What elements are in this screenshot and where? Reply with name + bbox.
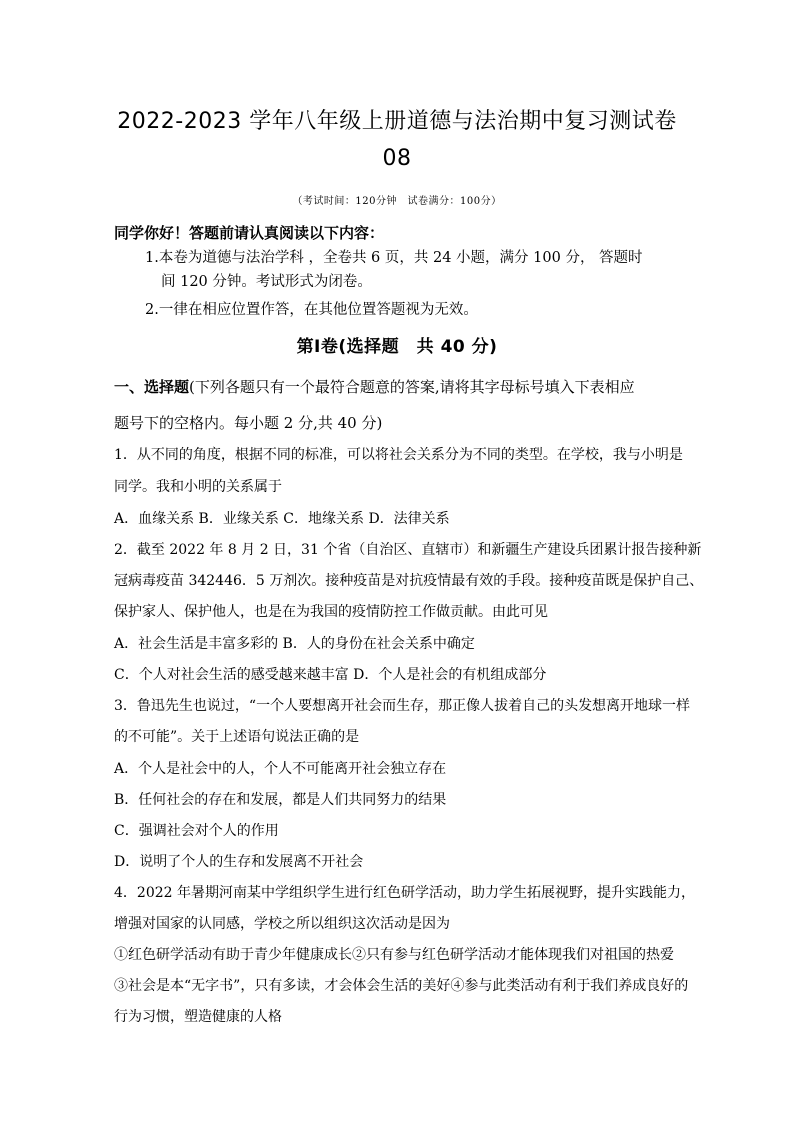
question-3-text-1: 3．鲁迅先生也说过，“一个人要想离开社会而生存，那正像人拔着自己的头发想离开地球一样 xyxy=(114,698,691,714)
notice-heading: 同学你好！答题前请认真阅读以下内容： xyxy=(114,224,385,242)
notice-item-1-line2: 间 120 分钟。考试形式为闭卷。 xyxy=(161,274,372,290)
part-label: 一、选择题 xyxy=(114,378,190,396)
question-2-text-2: 冠病毒疫苗 342446．5 万剂次。接种疫苗是对抗疫情最有效的手段。接种疫苗既是保护自己、 xyxy=(114,573,704,589)
section-title: 第Ⅰ卷(选择题 共 40 分) xyxy=(296,337,498,357)
instruction-part-b: 题号下的空格内。每小题 2 分,共 40 分) xyxy=(114,414,383,432)
question-4-statements-2: ③社会是本“无字书”，只有多读，才会体会生活的美好④参与此类活动有利于我们养成良好的 xyxy=(114,978,689,994)
question-2-options-ab: A．社会生活是丰富多彩的 B．人的身份在社会关系中确定 xyxy=(114,636,475,652)
question-3-option-a: A．个人是社会中的人，个人不可能离开社会独立存在 xyxy=(114,761,447,777)
question-1-text-2: 同学。我和小明的关系属于 xyxy=(114,479,282,495)
question-4-statements-1: ①红色研学活动有助于青少年健康成长②只有参与红色研学活动才能体现我们对祖国的热爱 xyxy=(114,947,674,963)
exam-title: 2022-2023 学年八年级上册道德与法治期中复习测试卷 xyxy=(117,109,677,134)
question-1-text-1: 1．从不同的角度，根据不同的标准，可以将社会关系分为不同的类型。在学校，我与小明是 xyxy=(114,447,683,463)
exam-info: （考试时间：120分钟 试卷满分：100分） xyxy=(292,196,502,207)
question-3-option-c: C．强调社会对个人的作用 xyxy=(114,823,279,839)
section-instruction xyxy=(114,376,694,397)
question-4-text-2: 增强对国家的认同感，学校之所以组织这次活动是因为 xyxy=(114,916,450,932)
question-2-text-3: 保护家人、保护他人，也是在为我国的疫情防控工作做贡献。由此可见 xyxy=(114,604,548,620)
instruction-part-a: (下列各题只有一个最符合题意的答案,请将其字母标号填入下表相应 xyxy=(189,378,635,396)
question-2-options-cd: C．个人对社会生活的感受越来越丰富 D．个人是社会的有机组成部分 xyxy=(114,667,547,683)
notice-item-2: 2.一律在相应位置作答，在其他位置答题视为无效。 xyxy=(145,302,478,318)
question-3-text-2: 的不可能”。关于上述语句说法正确的是 xyxy=(114,729,360,745)
question-3-option-d: D．说明了个人的生存和发展离不开社会 xyxy=(114,854,364,870)
notice-item-1-line1: 1.本卷为道德与法治学科 ，全卷共 6 页，共 24 小题，满分 100 分， 答题时 xyxy=(145,250,643,266)
question-2-text-1: 2．截至 2022 年 8 月 2 日，31 个省（自治区、直辖市）和新疆生产建设兵团累计报告接种新 xyxy=(114,542,702,558)
question-3-option-b: B．任何社会的存在和发展，都是人们共同努力的结果 xyxy=(114,792,447,808)
exam-title-number: 08 xyxy=(382,146,412,171)
notice-item-1 xyxy=(145,246,700,294)
question-4-text-1: 4．2022 年暑期河南某中学组织学生进行红色研学活动，助力学生拓展视野，提升实践能力， xyxy=(114,885,695,901)
question-1-options: A．血缘关系 B．业缘关系 C．地缘关系 D．法律关系 xyxy=(114,511,450,527)
question-4-statements-3: 行为习惯，塑造健康的人格 xyxy=(114,1009,282,1025)
